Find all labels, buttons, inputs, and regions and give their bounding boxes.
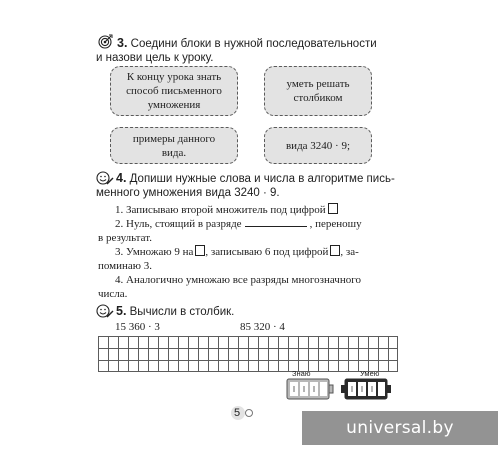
step3 [115, 245, 359, 259]
block-know-method[interactable] [110, 66, 238, 116]
smiley-pencil-icon [96, 170, 114, 186]
page-number [231, 405, 255, 421]
task3-text-line1: Соедини блоки в нужной последовательности [130, 38, 377, 50]
task5-heading [116, 303, 234, 320]
example2: 85 320 · 4 [240, 321, 285, 333]
block-be-able-line1: уметь решать [286, 78, 350, 90]
step4-cont: числа. [98, 288, 128, 300]
step2-blank[interactable] [245, 218, 307, 227]
step3-text-c: , за- [340, 246, 359, 258]
step1 [115, 203, 338, 217]
smiley-pencil-icon-task5 [96, 303, 114, 319]
step3-text-a: 3. Умножаю 9 на [115, 246, 194, 258]
block-be-able[interactable] [264, 66, 372, 116]
target-icon [98, 34, 113, 49]
step1-text: 1. Записываю второй множитель под цифрой [115, 204, 326, 216]
step3-cont: поминаю 3. [98, 260, 153, 272]
step2-cont: в результат. [98, 232, 152, 244]
task4-number: 4. [116, 171, 127, 185]
task5-title: Вычисли в столбик. [129, 306, 235, 318]
block-know-method-line1: К концу урока знать [126, 71, 222, 83]
task4-text-line2: менного умножения вида 3240 · 9. [96, 187, 280, 199]
know-label: Знаю [292, 369, 311, 378]
block-examples[interactable] [110, 127, 238, 164]
step4: 4. Аналогично умножаю все разряды многозначного [115, 274, 361, 286]
step3-box1[interactable] [195, 245, 205, 256]
step2-text-b: , переношу [309, 218, 362, 230]
page-number-circle-icon [245, 409, 253, 417]
task3-number: 3. [117, 36, 128, 50]
can-label: Умею [360, 369, 380, 378]
step3-box2[interactable] [330, 245, 340, 256]
example1: 15 360 · 3 [115, 321, 160, 333]
page-number-text: 5 [234, 407, 241, 419]
block-type[interactable] [264, 127, 372, 164]
know-battery-icon[interactable] [286, 378, 334, 400]
block-know-method-line3: умножения [147, 99, 201, 111]
step2 [115, 217, 362, 231]
watermark: universal.by [302, 411, 498, 445]
step1-box[interactable] [328, 203, 338, 214]
block-examples-line1: примеры данного [132, 132, 216, 145]
task4-text-line1: Допиши нужные слова и числа в алгоритме пись- [129, 173, 395, 185]
block-type-line1: вида 3240 · 9; [285, 139, 351, 152]
block-be-able-line2: столбиком [293, 92, 343, 104]
step2-text-a: 2. Нуль, стоящий в разряде [115, 218, 242, 230]
task5-number: 5. [116, 304, 127, 318]
block-examples-line2: вида. [161, 146, 187, 159]
step3-text-b: , записываю 6 под цифрой [205, 246, 329, 258]
task3-text-line2: и назови цель к уроку. [96, 52, 214, 64]
grid-work-area[interactable] [98, 336, 398, 372]
can-battery-icon[interactable] [340, 378, 392, 400]
block-know-method-line2: способ письменного [126, 85, 222, 97]
